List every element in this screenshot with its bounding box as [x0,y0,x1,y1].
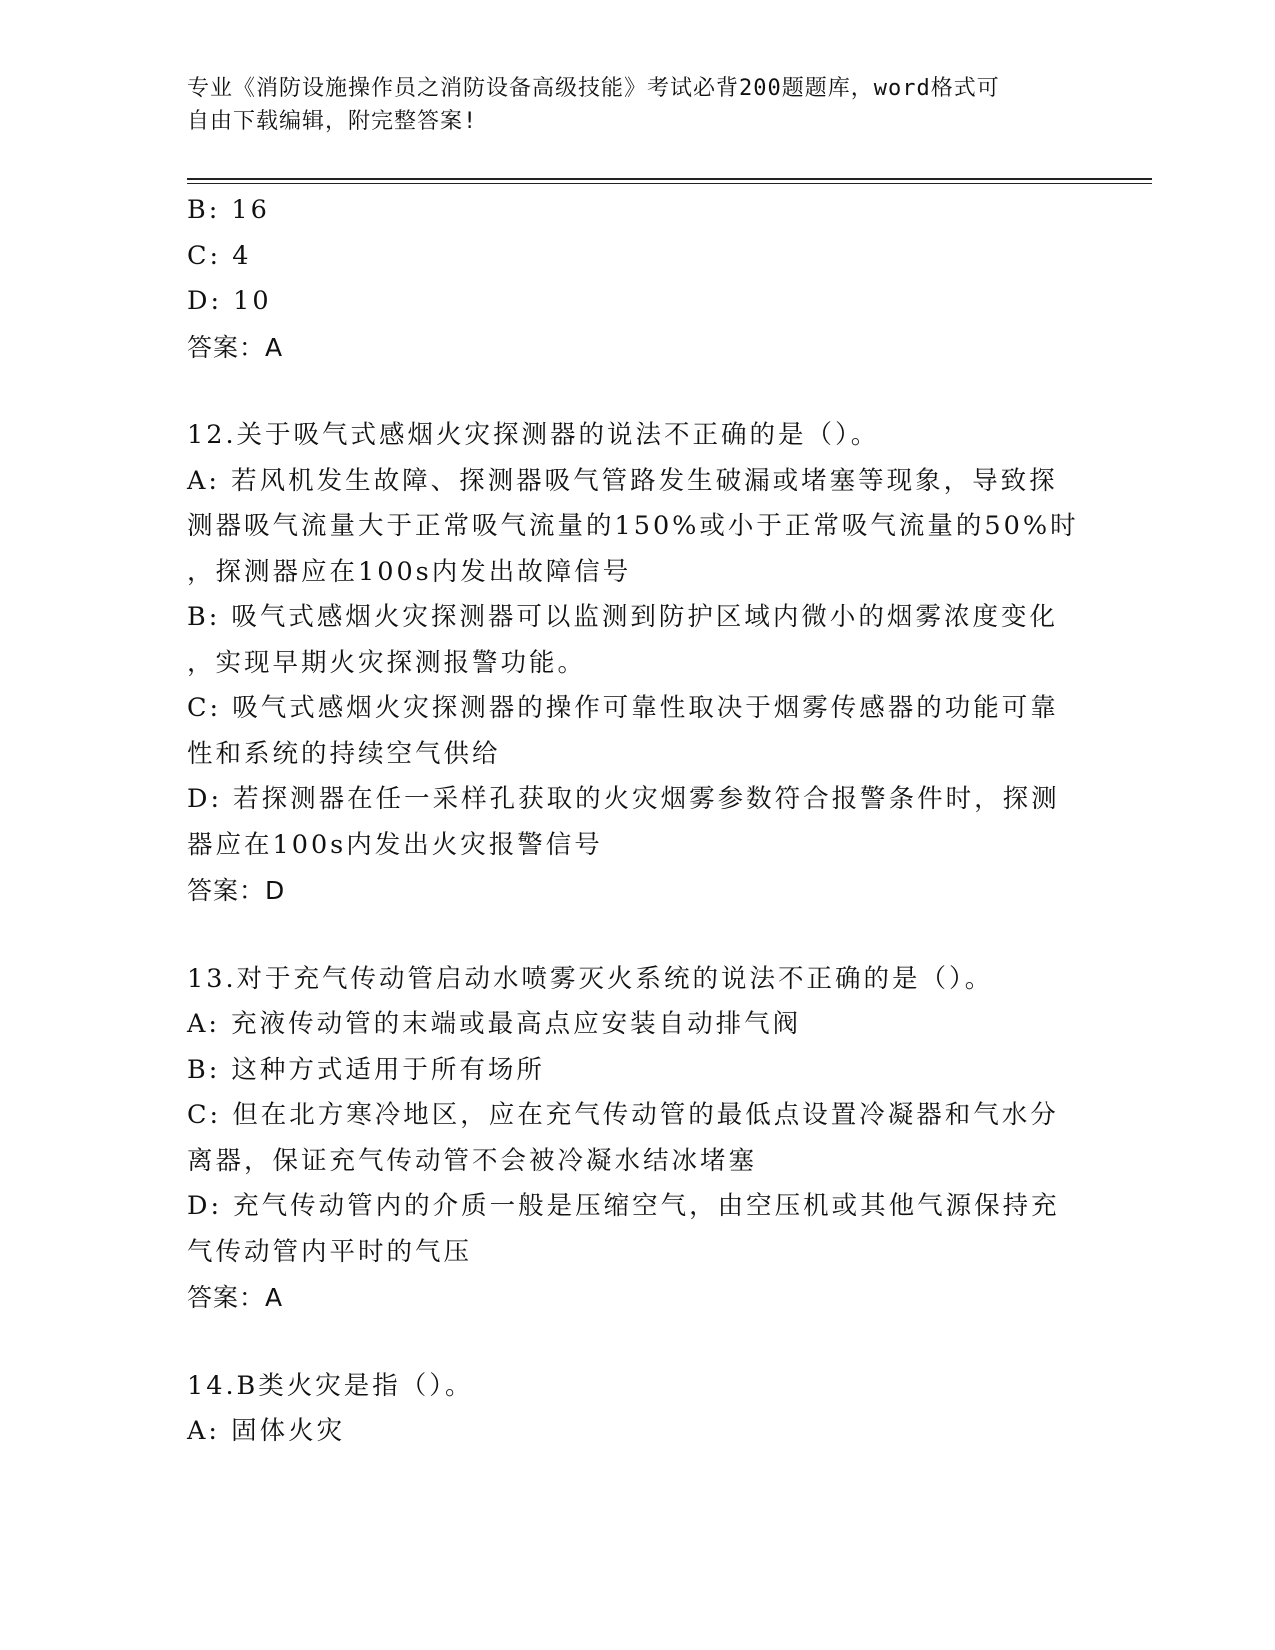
option-c-line-2: 性和系统的持续空气供给 [187,738,501,769]
option-c-line-1: C: 吸气式感烟火灾探测器的操作可靠性取决于烟雾传感器的功能可靠 [187,693,1059,723]
header-divider-thick [187,178,1152,180]
option-a: A: 充液传动管的末端或最高点应安装自动排气阀 [187,1009,802,1039]
answer-line: 答案：A [187,1283,284,1312]
option-c-line-1: C: 但在北方寒冷地区，应在充气传动管的最低点设置冷凝器和气水分 [187,1100,1059,1130]
document-body [187,188,1077,1455]
option-b: B: 这种方式适用于所有场所 [187,1054,545,1085]
option-d-line-1: D: 若探测器在任一采样孔获取的火灾烟雾参数符合报警条件时，探测 [187,784,1060,814]
option-d-line-2: 器应在100s内发出火灾报警信号 [187,829,603,860]
document-header [187,72,1067,138]
header-title-line-2: 自由下载编辑，附完整答案! [187,109,478,134]
header-title-line-1: 专业《消防设施操作员之消防设备高级技能》考试必背200题题库，word格式可 [187,76,1000,101]
question-stem: 13.对于充气传动管启动水喷雾灭火系统的说法不正确的是（）。 [187,963,994,994]
option-c-line-2: 离器，保证充气传动管不会被冷凝水结冰堵塞 [187,1145,758,1176]
question-13 [187,957,1077,1321]
question-stem: 12.关于吸气式感烟火灾探测器的说法不正确的是（）。 [187,420,880,450]
header-divider-thin [187,183,1152,184]
option-a: A: 固体火灾 [187,1416,346,1446]
option-d-line-1: D: 充气传动管内的介质一般是压缩空气，由空压机或其他气源保持充 [187,1191,1060,1221]
option-c: C: 4 [187,240,252,271]
question-14 [187,1364,1077,1455]
question-11-continued [187,188,1077,370]
option-d-line-2: 气传动管内平时的气压 [187,1236,473,1267]
option-d: D: 10 [187,286,272,316]
option-b-line-2: ，实现早期火灾探测报警功能。 [187,647,587,678]
question-12 [187,413,1077,914]
answer-line: 答案：A [187,332,284,362]
option-a-line-2: 测器吸气流量大于正常吸气流量的150%或小于正常吸气流量的50%时 [187,511,1079,541]
option-a-line-1: A: 若风机发生故障、探测器吸气管路发生破漏或堵塞等现象，导致探 [187,465,1058,496]
option-b-line-1: B: 吸气式感烟火灾探测器可以监测到防护区域内微小的烟雾浓度变化 [187,602,1058,632]
option-b: B: 16 [187,195,270,225]
option-a-line-3: ，探测器应在100s内发出故障信号 [187,556,632,587]
question-stem: 14.B类火灾是指（）。 [187,1370,474,1401]
answer-line: 答案：D [187,876,286,905]
